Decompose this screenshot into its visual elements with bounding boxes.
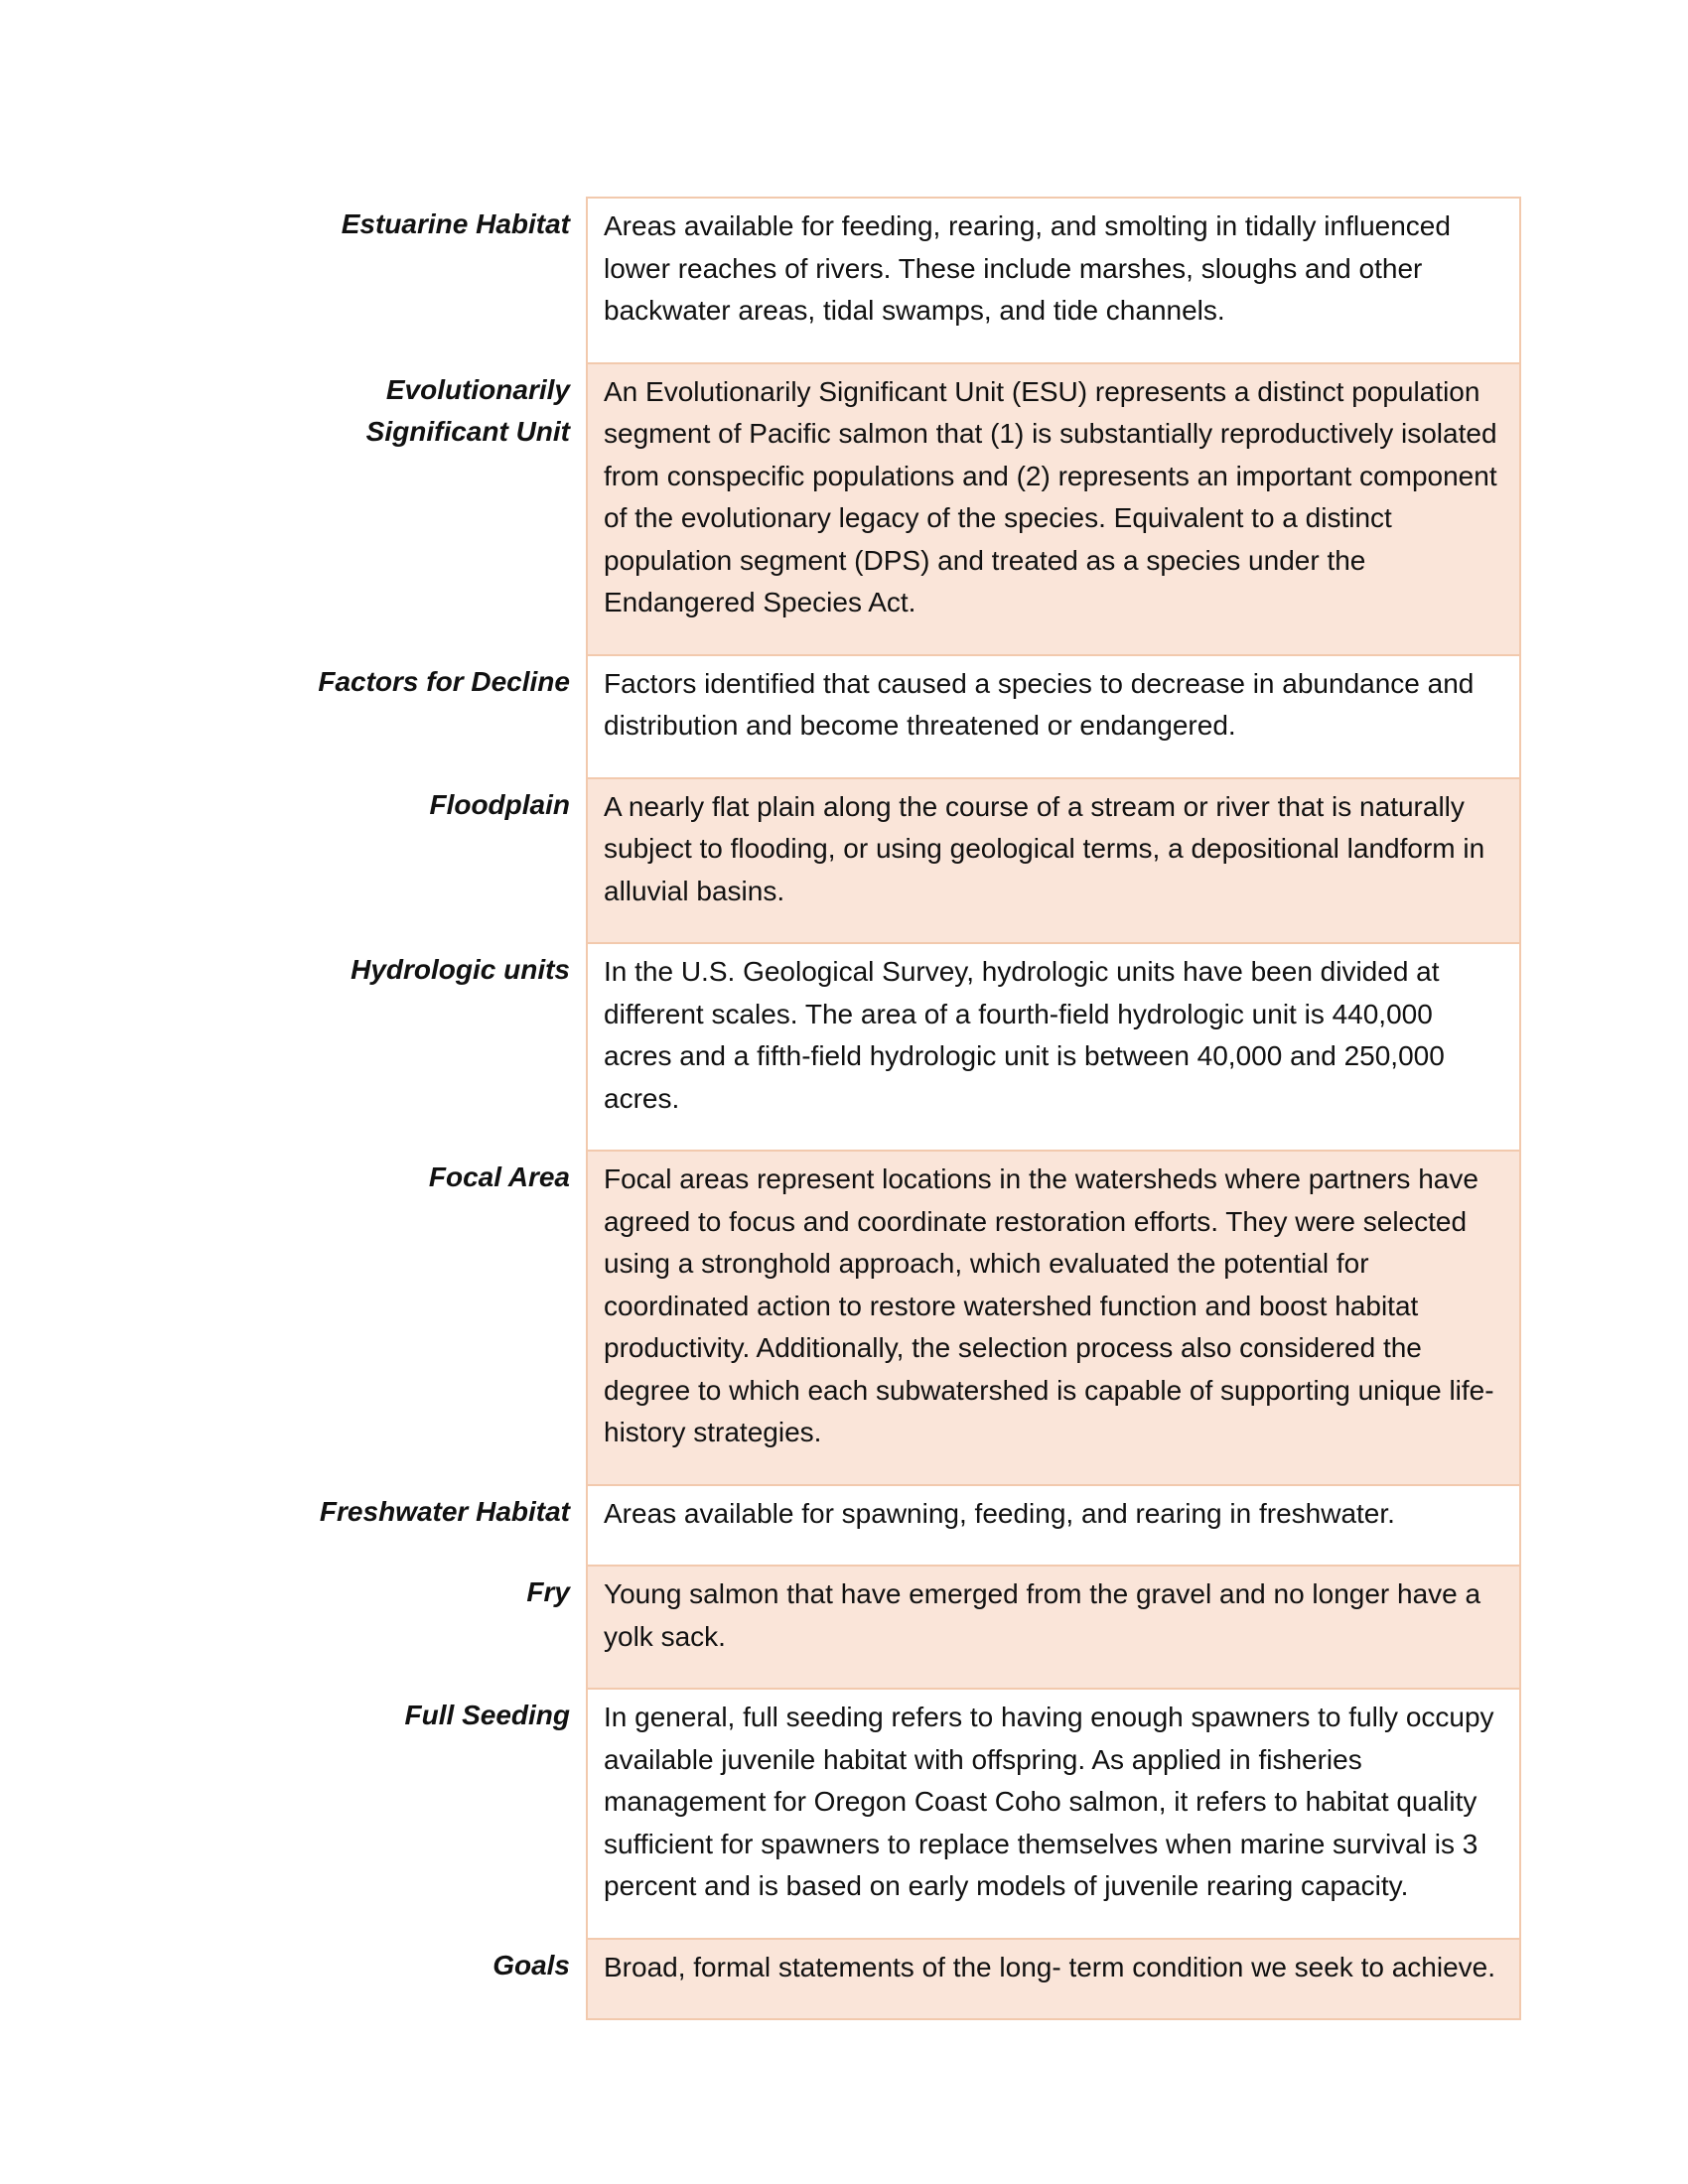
glossary-row (248, 1150, 1521, 1484)
glossary-row (248, 1938, 1521, 2021)
glossary-term: Fry (526, 1576, 570, 1607)
glossary-term: Goals (492, 1949, 570, 1980)
glossary-term: Hydrologic units (351, 954, 570, 985)
glossary-definition: A nearly flat plain along the course of a stream or river that is naturally subject to flooding, or using geological terms, a depositional landform in alluvial basins. (586, 777, 1521, 943)
glossary-row (248, 1484, 1521, 1566)
glossary-row (248, 1565, 1521, 1688)
glossary-row (248, 362, 1521, 654)
glossary-row (248, 197, 1521, 362)
glossary-definition: Areas available for spawning, feeding, and rearing in freshwater. (586, 1484, 1521, 1566)
glossary-row (248, 942, 1521, 1150)
glossary-row (248, 654, 1521, 777)
glossary-row (248, 1688, 1521, 1938)
glossary-row (248, 777, 1521, 943)
glossary-definition: An Evolutionarily Significant Unit (ESU) represents a distinct population segment of Pacific salmon that (1) is substantially reproductively isolated from conspecific populations and (2) represents an important component of the evolutionary legacy of the species. Equivalent to a distinct population segment (DPS) and treated as a species under the Endangered Species Act. (586, 362, 1521, 654)
glossary-term: Evolutionarily Significant Unit (365, 373, 570, 447)
glossary-definition: Areas available for feeding, rearing, and smolting in tidally influenced lower reaches of rivers. These include marshes, sloughs and other backwater areas, tidal swamps, and tide channels. (586, 197, 1521, 362)
glossary-term: Estuarine Habitat (341, 208, 570, 239)
glossary-definition: Focal areas represent locations in the watersheds where partners have agreed to focus and coordinate restoration efforts. They were selected using a stronghold approach, which evaluated the potential for coordinated action to restore watershed function and boost habitat productivity. Additionally, the selection process also considered the degree to which each subwatershed is capable of supporting unique life-history strategies. (586, 1150, 1521, 1484)
glossary-term: Focal Area (428, 1161, 570, 1192)
glossary-table (248, 197, 1521, 2020)
glossary-term: Floodplain (429, 788, 570, 820)
glossary-definition: Young salmon that have emerged from the gravel and no longer have a yolk sack. (586, 1565, 1521, 1688)
glossary-definition: Broad, formal statements of the long- term condition we seek to achieve. (586, 1938, 1521, 2021)
glossary-definition: Factors identified that caused a species to decrease in abundance and distribution and become threatened or endangered. (586, 654, 1521, 777)
glossary-term: Factors for Decline (318, 665, 570, 697)
glossary-definition: In the U.S. Geological Survey, hydrologic units have been divided at different scales. The area of a fourth-field hydrologic unit is 440,000 acres and a fifth-field hydrologic unit is between 40,000 and 250,000 acres. (586, 942, 1521, 1150)
glossary-term: Freshwater Habitat (319, 1495, 570, 1527)
glossary-term: Full Seeding (404, 1700, 570, 1730)
glossary-definition: In general, full seeding refers to having enough spawners to fully occupy available juvenile habitat with offspring. As applied in fisheries management for Oregon Coast Coho salmon, it refers to habitat quality sufficient for spawners to replace themselves when marine survival is 3 percent and is based on early models of juvenile rearing capacity. (586, 1688, 1521, 1938)
